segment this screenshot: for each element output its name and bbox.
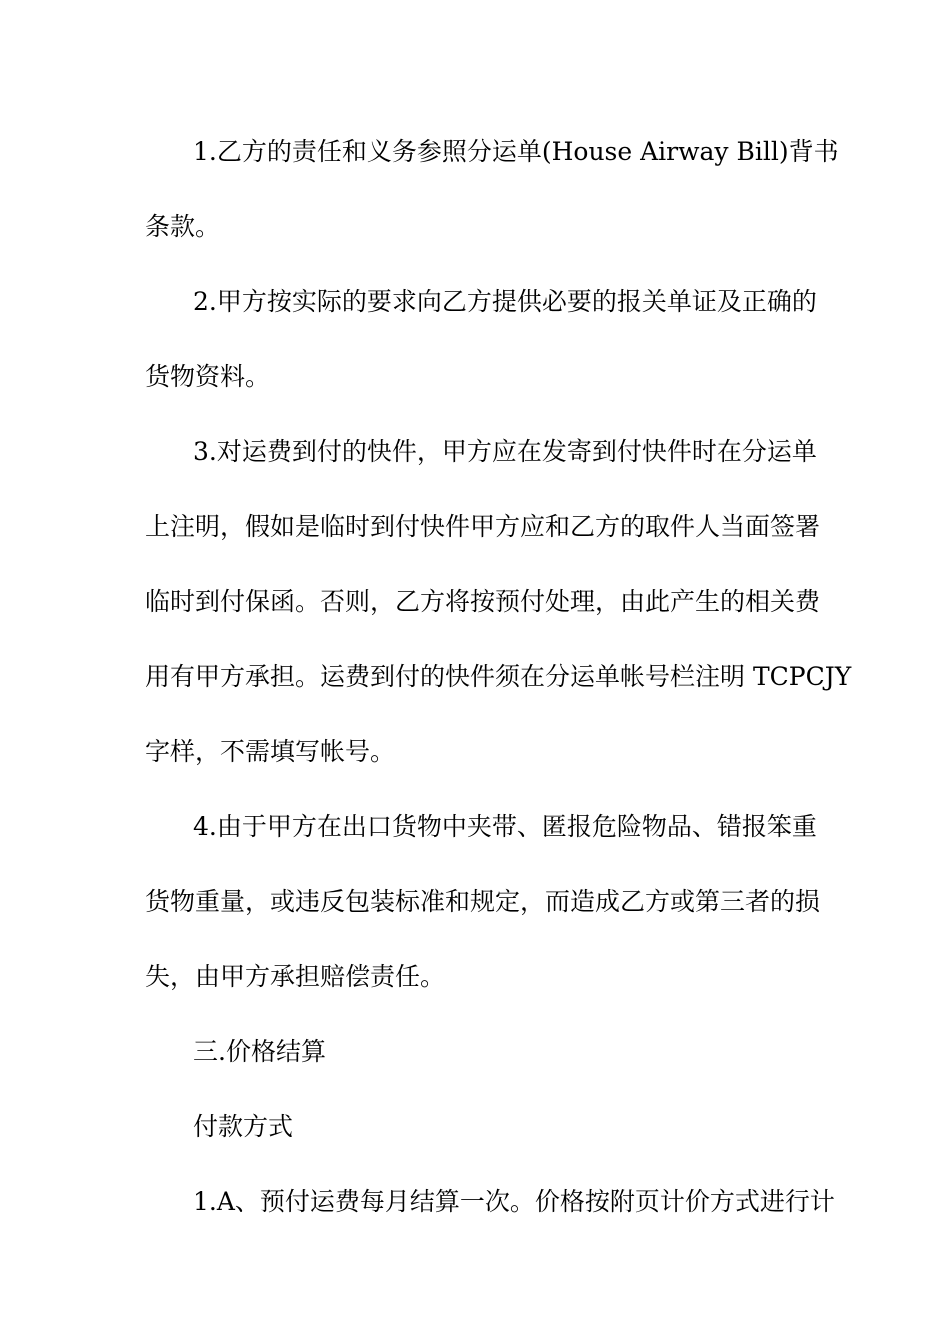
clause-4-line-1: 4.由于甲方在出口货物中夹带、匿报危险物品、错报笨重: [193, 812, 817, 841]
clause-3-line-4: 用有甲方承担。运费到付的快件须在分运单帐号栏注明 TCPCJY: [145, 662, 852, 691]
section-heading-3: 三.价格结算: [193, 1037, 326, 1066]
clause-3-line-1: 3.对运费到付的快件，甲方应在发寄到付快件时在分运单: [193, 437, 817, 466]
clause-3-line-2: 上注明，假如是临时到付快件甲方应和乙方的取件人当面签署: [145, 512, 821, 541]
clause-2-line-1: 2.甲方按实际的要求向乙方提供必要的报关单证及正确的: [193, 287, 817, 316]
clause-1-line-1: 1.乙方的责任和义务参照分运单(House Airway Bill)背书: [193, 137, 839, 166]
clause-2-line-2: 货物资料。: [145, 362, 271, 391]
payment-clause-1-line-1: 1.A、预付运费每月结算一次。价格按附页计价方式进行计: [193, 1187, 835, 1216]
subheading-payment: 付款方式: [193, 1112, 294, 1141]
clause-3-line-3: 临时到付保函。否则，乙方将按预付处理，由此产生的相关费: [145, 587, 821, 616]
clause-4-line-2: 货物重量，或违反包装标准和规定，而造成乙方或第三者的损: [145, 887, 821, 916]
clause-4-line-3: 失，由甲方承担赔偿责任。: [145, 962, 446, 991]
clause-1-line-2: 条款。: [145, 212, 221, 241]
clause-3-line-5: 字样，不需填写帐号。: [145, 737, 396, 766]
